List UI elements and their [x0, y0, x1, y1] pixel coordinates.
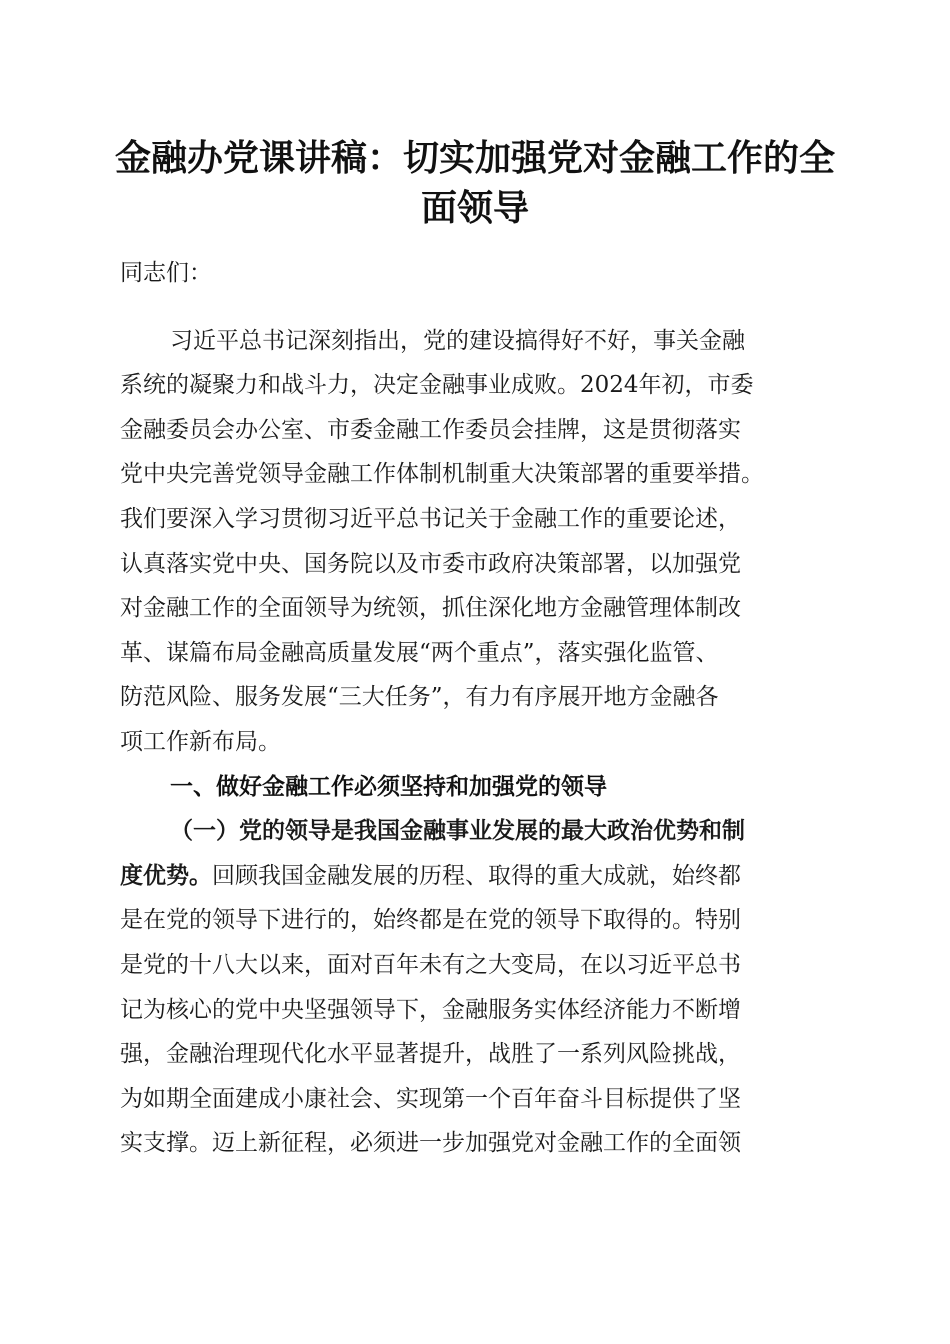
document-title-line-2: 面领导 [420, 187, 529, 229]
body-line: 习近平总书记深刻指出，党的建设搞得好不好，事关金融 [170, 328, 745, 354]
salutation: 同志们： [120, 260, 212, 286]
body-line: 党中央完善党领导金融工作体制机制重大决策部署的重要举措。 [120, 461, 764, 487]
body-line: 实支撑。迈上新征程，必须进一步加强党对金融工作的全面领 [120, 1130, 741, 1156]
body-line: 金融委员会办公室、市委金融工作委员会挂牌，这是贯彻落实 [120, 417, 741, 443]
body-line: 系统的凝聚力和战斗力，决定金融事业成败。2024年初，市委 [120, 372, 754, 398]
section-heading: 一、做好金融工作必须坚持和加强党的领导 [170, 774, 607, 800]
subsection-lead-continued: 度优势。 [120, 862, 212, 889]
body-line [120, 861, 840, 891]
body-line: 我们要深入学习贯彻习近平总书记关于金融工作的重要论述， [120, 506, 741, 532]
body-line: 为如期全面建成小康社会、实现第一个百年奋斗目标提供了坚 [120, 1086, 741, 1112]
body-line: 是党的十八大以来，面对百年未有之大变局，在以习近平总书 [120, 952, 741, 978]
subsection-lead: （一）党的领导是我国金融事业发展的最大政治优势和制 [170, 817, 745, 844]
document-title-line-1: 金融办党课讲稿：切实加强党对金融工作的全 [114, 137, 835, 179]
body-line: 革、谋篇布局金融高质量发展“两个重点”，落实强化监管、 [120, 640, 719, 666]
body-line: 防范风险、服务发展“三大任务”，有力有序展开地方金融各 [120, 684, 719, 710]
body-line: 是在党的领导下进行的，始终都是在党的领导下取得的。特别 [120, 907, 741, 933]
body-line: 认真落实党中央、国务院以及市委市政府决策部署，以加强党 [120, 551, 741, 577]
body-text: 回顾我国金融发展的历程、取得的重大成就，始终都 [212, 863, 741, 889]
body-line: 项工作新布局。 [120, 729, 281, 755]
body-line: 对金融工作的全面领导为统领，抓住深化地方金融管理体制改 [120, 595, 741, 621]
body-line: 记为核心的党中央坚强领导下，金融服务实体经济能力不断增 [120, 997, 741, 1023]
body-line: 强，金融治理现代化水平显著提升，战胜了一系列风险挑战， [120, 1041, 741, 1067]
